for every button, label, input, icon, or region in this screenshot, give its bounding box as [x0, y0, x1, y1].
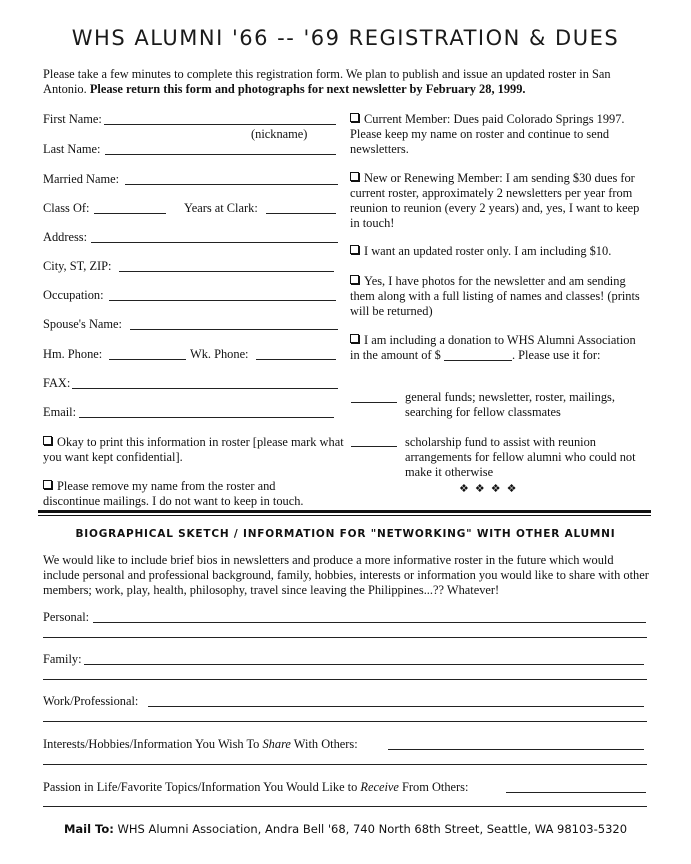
- address-field[interactable]: [91, 242, 338, 243]
- passion-extra-line[interactable]: [43, 806, 647, 807]
- years-at-clark-label: Years at Clark:: [184, 201, 258, 215]
- intro-paragraph: [43, 67, 643, 97]
- first-name-label: First Name:: [43, 112, 102, 126]
- section-divider-thin: [38, 515, 651, 516]
- home-phone-field[interactable]: [109, 359, 186, 360]
- passion-field[interactable]: [506, 792, 646, 793]
- work-extra-line[interactable]: [43, 721, 647, 722]
- scholarship-fund-blank[interactable]: [351, 446, 397, 447]
- passion-label-emphasis: Receive: [360, 780, 399, 794]
- general-funds-label: general funds; newsletter, roster, mailings, searching for fellow classmates: [405, 390, 615, 419]
- photos-label: Yes, I have photos for the newsletter and am sending them along with a full listing of names and classes! (prints will be returned): [350, 274, 640, 318]
- bio-intro-paragraph: We would like to include brief bios in newsletters and produce a more informative roster in the future which would include personal and professional background, family, hobbies, interests or information you would like to share with other members; work, play, health, philosophy, travel since leaving the Philippines...?? Whatever!: [43, 553, 649, 597]
- last-name-label: Last Name:: [43, 142, 101, 156]
- donation-label: I am including a donation to WHS Alumni Association in the amount of $: [350, 333, 636, 362]
- address-label: Address:: [43, 230, 88, 244]
- class-of-label: Class Of:: [43, 201, 90, 215]
- years-at-clark-field[interactable]: [266, 213, 336, 214]
- interests-extra-line[interactable]: [43, 764, 647, 765]
- new-member-option: [350, 171, 646, 231]
- family-field[interactable]: [84, 664, 644, 665]
- interests-label-end: With Others:: [290, 737, 358, 751]
- fax-label: FAX:: [43, 376, 71, 390]
- okay-to-print-checkbox[interactable]: [43, 436, 52, 445]
- remove-name-label: Please remove my name from the roster and discontinue mailings. I do not want to keep in touch.: [43, 479, 304, 508]
- email-label: Email:: [43, 405, 77, 419]
- passion-label-start: Passion in Life/Favorite Topics/Information You Would Like to: [43, 780, 361, 794]
- passion-label-end: From Others:: [398, 780, 469, 794]
- interests-field[interactable]: [388, 749, 644, 750]
- home-phone-label: Hm. Phone:: [43, 347, 103, 361]
- personal-extra-line[interactable]: [43, 637, 647, 638]
- current-member-option: [350, 112, 646, 157]
- occupation-label: Occupation:: [43, 288, 104, 302]
- work-phone-label: Wk. Phone:: [190, 347, 249, 361]
- city-st-zip-field[interactable]: [119, 271, 334, 272]
- roster-only-checkbox[interactable]: [350, 245, 359, 254]
- roster-only-label: I want an updated roster only. I am including $10.: [364, 244, 612, 258]
- donation-amount-field[interactable]: [444, 360, 512, 361]
- spouse-name-field[interactable]: [130, 329, 338, 330]
- mail-to-label: Mail To:: [63, 822, 114, 836]
- interests-label-start: Interests/Hobbies/Information You Wish To: [43, 737, 263, 751]
- work-phone-field[interactable]: [256, 359, 336, 360]
- donation-option: [350, 333, 646, 363]
- general-funds-blank[interactable]: [351, 402, 397, 403]
- last-name-field[interactable]: [105, 154, 336, 155]
- mail-to-address: WHS Alumni Association, Andra Bell '68, 740 North 68th Street, Seattle, WA 98103-5320: [113, 822, 628, 836]
- section-divider-thick: [38, 510, 651, 513]
- diamond-ornament: ❖❖❖❖: [459, 483, 523, 495]
- intro-text: Please take a few minutes to complete this registration form. We plan to publish and issue an updated roster in San Antonio.: [43, 67, 611, 96]
- passion-label: [43, 780, 468, 794]
- current-member-checkbox[interactable]: [350, 113, 359, 122]
- form-title: WHS ALUMNI '66 -- '69 REGISTRATION & DUES: [71, 26, 620, 50]
- okay-to-print-label: Okay to print this information in roster [please mark what you want kept confidential].: [43, 435, 344, 464]
- mail-to-line: [0, 822, 691, 836]
- personal-label: Personal:: [43, 610, 90, 624]
- email-field[interactable]: [79, 417, 334, 418]
- photos-checkbox[interactable]: [350, 275, 359, 284]
- family-label: Family:: [43, 652, 82, 666]
- married-name-field[interactable]: [125, 184, 338, 185]
- spouse-name-label: Spouse's Name:: [43, 317, 122, 331]
- remove-name-checkbox[interactable]: [43, 480, 52, 489]
- donation-label-end: . Please use it for:: [511, 348, 601, 362]
- fax-field[interactable]: [72, 388, 338, 389]
- work-field[interactable]: [148, 706, 644, 707]
- class-of-field[interactable]: [94, 213, 166, 214]
- city-st-zip-label: City, ST, ZIP:: [43, 259, 112, 273]
- photos-option: [350, 274, 648, 319]
- bio-section-title: BIOGRAPHICAL SKETCH / INFORMATION FOR "NETWORKING" WITH OTHER ALUMNI: [75, 528, 616, 540]
- remove-name-option: [43, 479, 335, 509]
- new-member-checkbox[interactable]: [350, 172, 359, 181]
- work-label: Work/Professional:: [43, 694, 139, 708]
- occupation-field[interactable]: [109, 300, 336, 301]
- nickname-label: (nickname): [251, 127, 308, 141]
- new-member-label: New or Renewing Member: I am sending $30 dues for current roster, approximately 2 newsletters per year from reunion to reunion (every 2 years) and, yes, I want to keep in touch!: [350, 171, 640, 230]
- family-extra-line[interactable]: [43, 679, 647, 680]
- donation-checkbox[interactable]: [350, 334, 359, 343]
- roster-only-option: [350, 244, 646, 259]
- interests-label-emphasis: Share: [262, 737, 291, 751]
- okay-to-print-option: [43, 435, 345, 465]
- first-name-field[interactable]: [104, 124, 336, 125]
- current-member-label: Current Member: Dues paid Colorado Springs 1997. Please keep my name on roster and continue to send newsletters.: [350, 112, 625, 156]
- married-name-label: Married Name:: [43, 172, 120, 186]
- personal-field[interactable]: [93, 622, 646, 623]
- scholarship-fund-label: scholarship fund to assist with reunion arrangements for fellow alumni who could not make it otherwise: [405, 435, 636, 479]
- intro-deadline: Please return this form and photographs for next newsletter by February 28, 1999.: [89, 82, 526, 96]
- interests-label: [43, 737, 358, 751]
